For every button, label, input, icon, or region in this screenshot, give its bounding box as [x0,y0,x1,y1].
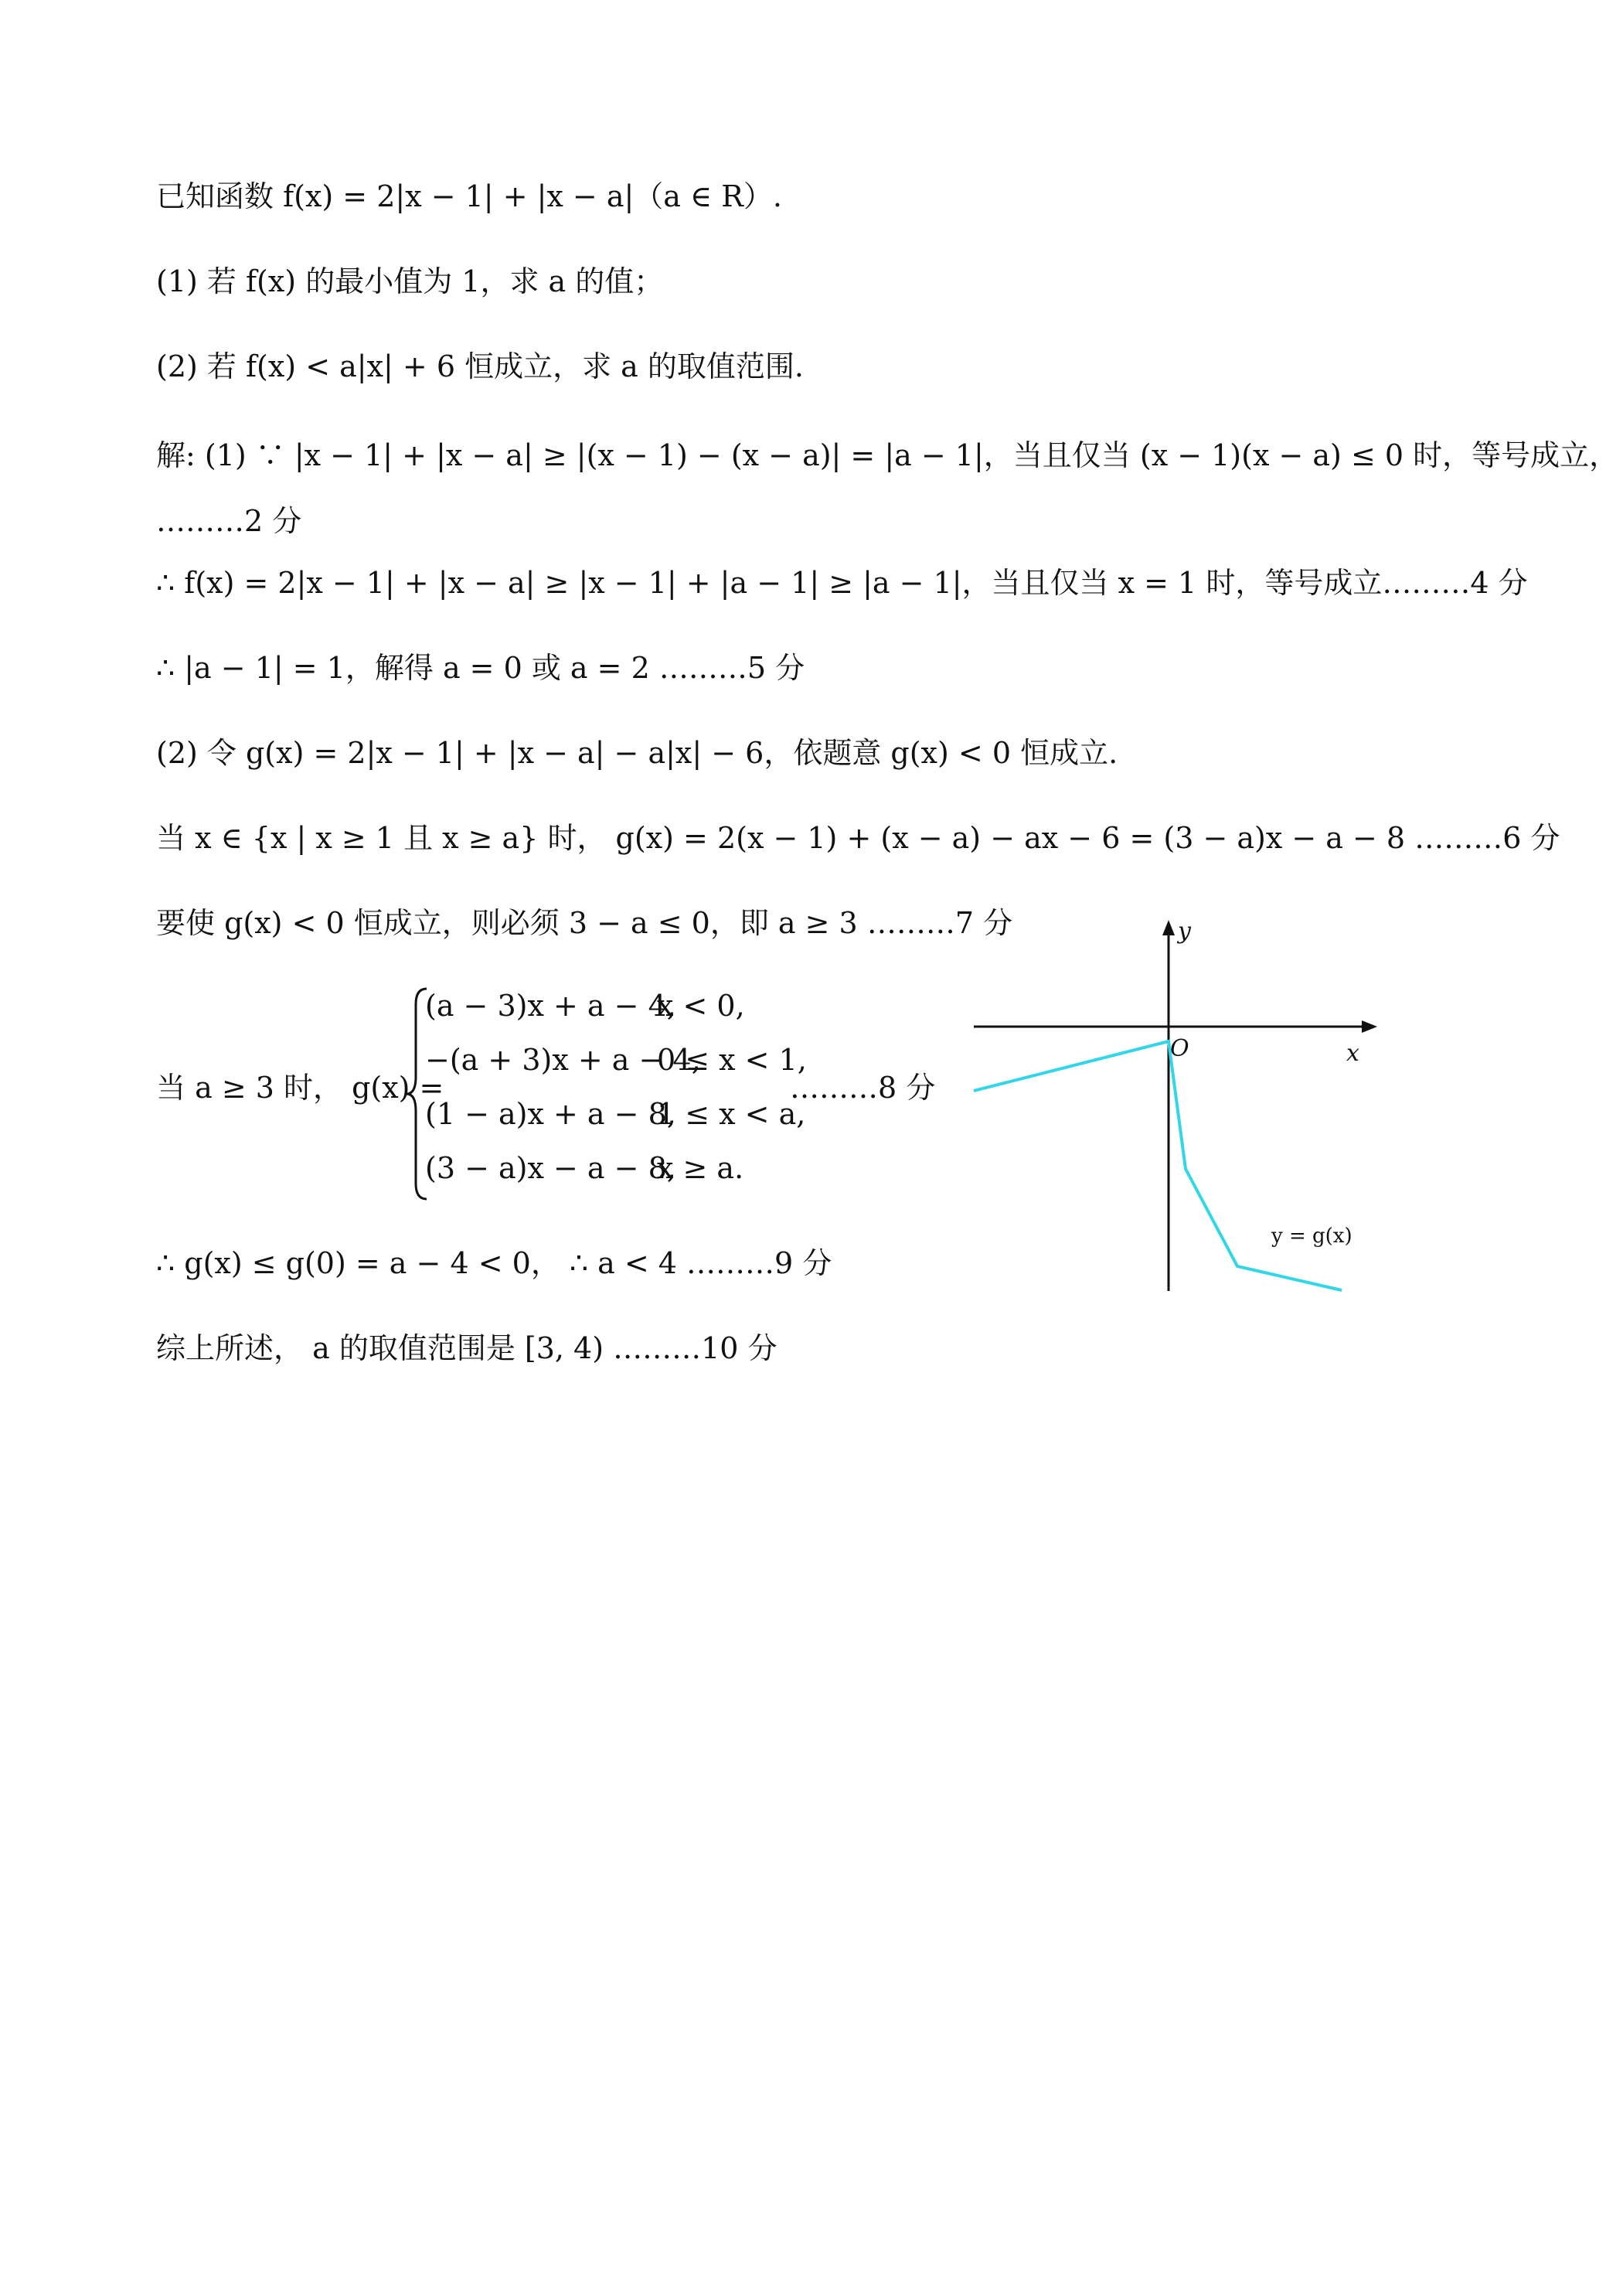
solution-score-2: ………2 分 [156,504,302,538]
graph-g [966,912,1383,1306]
curve-label: y = g(x) [1271,1225,1352,1248]
case-cond-2: 0 ≤ x < 1, [657,1043,807,1077]
solution-score-8: ………8 分 [790,1071,936,1105]
problem-stem: 已知函数 f(x) = 2|x − 1| + |x − a|（a ∈ R）. [156,179,782,213]
solution-line-4: ∴ |a − 1| = 1，解得 a = 0 或 a = 2 ………5 分 [156,651,805,685]
question-1: (1) 若 f(x) 的最小值为 1，求 a 的值； [156,264,664,298]
origin-label: O [1170,1035,1189,1062]
curve-g [974,1041,1342,1290]
solution-line-7: 要使 g(x) < 0 恒成立，则必须 3 − a ≤ 0，即 a ≥ 3 ………7 分 [156,906,1013,940]
case-expr-4: (3 − a)x − a − 8, [425,1151,676,1185]
piecewise-lead: 当 a ≥ 3 时， g(x) = [156,1071,444,1105]
solution-line-9: ∴ g(x) ≤ g(0) = a − 4 < 0， ∴ a < 4 ………9 分 [156,1246,832,1280]
case-cond-1: x < 0, [657,989,745,1023]
case-cond-4: x ≥ a. [657,1151,744,1185]
case-expr-1: (a − 3)x + a − 4, [425,989,676,1023]
case-expr-3: (1 − a)x + a − 8, [425,1097,676,1131]
solution-line-5: (2) 令 g(x) = 2|x − 1| + |x − a| − a|x| − 6，依题意 g(x) < 0 恒成立. [156,736,1118,770]
solution-line-6: 当 x ∈ {x | x ≥ 1 且 x ≥ a} 时， g(x) = 2(x − 1) + (x − a) − ax − 6 = (3 − a)x − a − 8 ………6 分 [156,821,1560,855]
x-axis-arrow [1362,1020,1377,1033]
y-axis-arrow [1162,920,1175,935]
y-axis-label: y [1178,918,1191,945]
question-2: (2) 若 f(x) < a|x| + 6 恒成立，求 a 的取值范围. [156,349,804,383]
solution-line-10: 综上所述， a 的取值范围是 [3, 4) ………10 分 [156,1331,777,1365]
case-expr-2: −(a + 3)x + a − 4, [425,1043,701,1077]
solution-line-3: ∴ f(x) = 2|x − 1| + |x − a| ≥ |x − 1| + |a − 1| ≥ |a − 1|，当且仅当 x = 1 时，等号成立………4 分 [156,566,1528,600]
x-axis-label: x [1346,1040,1359,1067]
solution-line-1: 解: (1) ∵ |x − 1| + |x − a| ≥ |(x − 1) − (x − a)| = |a − 1|，当且仅当 (x − 1)(x − a) ≤ 0 时，等号成立， [156,438,1619,472]
case-cond-3: 1 ≤ x < a, [657,1097,806,1131]
